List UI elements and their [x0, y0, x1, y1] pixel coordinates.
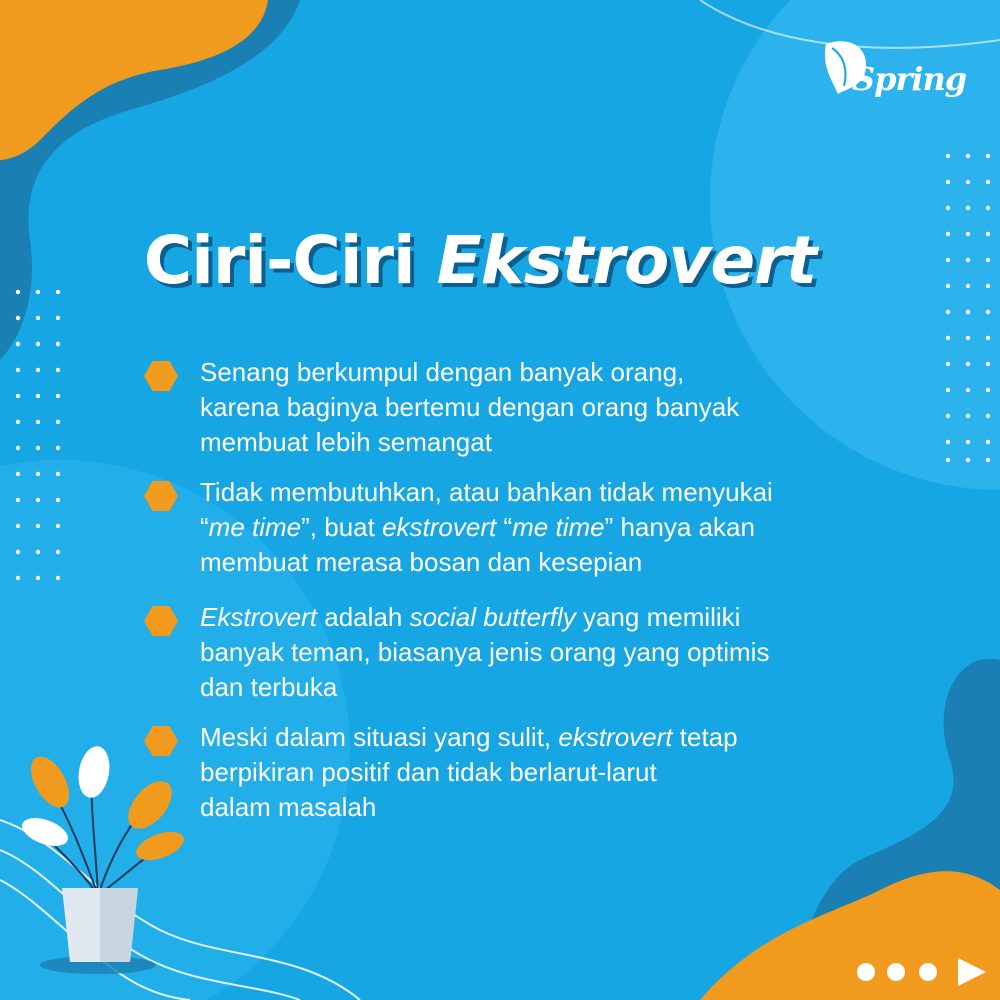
text-segment: “ [200, 512, 209, 542]
text-segment: berpikiran positif dan tidak berlarut-larut [200, 757, 657, 787]
bullet-line [200, 635, 860, 670]
bullet-text [200, 475, 860, 580]
text-segment: karena baginya bertemu dengan orang banyak [200, 392, 740, 422]
pagination-dot-1 [857, 963, 875, 981]
page-title [0, 222, 960, 299]
bullet-line [200, 425, 860, 460]
text-segment: adalah [317, 602, 410, 632]
text-segment: banyak teman, biasanya jenis orang yang optimis [200, 637, 770, 667]
pagination-nav[interactable] [852, 952, 992, 992]
italic-segment: ekstrovert [382, 512, 497, 542]
italic-segment: social butterfly [409, 602, 576, 632]
text-segment: tetap [672, 722, 738, 752]
bullet-line [200, 755, 860, 790]
bullet-text [200, 355, 860, 460]
text-segment: Meski dalam situasi yang sulit, [200, 722, 559, 752]
text-segment: dalam masalah [200, 792, 377, 822]
bullet-line [200, 355, 860, 390]
next-arrow-icon[interactable] [958, 958, 986, 986]
bullet-line [200, 670, 860, 705]
italic-segment: Ekstrovert [200, 602, 318, 632]
bullet-line [200, 545, 860, 580]
text-segment: ”, buat [301, 512, 383, 542]
brand-logo-text: Spring [852, 60, 967, 98]
bullet-line [200, 390, 860, 425]
text-segment: yang memiliki [575, 602, 741, 632]
text-segment: membuat merasa bosan dan kesepian [200, 547, 643, 577]
bullet-line [200, 510, 860, 545]
hexagon-bullet-icon [144, 361, 178, 391]
italic-segment: me time [208, 512, 302, 542]
bullet-line [200, 720, 860, 755]
text-segment: Senang berkumpul dengan banyak orang, [200, 357, 685, 387]
italic-segment: ekstrovert [558, 722, 673, 752]
pagination-dot-3 [919, 963, 937, 981]
bullet-text [200, 600, 860, 705]
bullet-line [200, 600, 860, 635]
bullet-text [200, 720, 860, 825]
title-italic: Ekstrovert [436, 222, 817, 299]
bullet-line [200, 790, 860, 825]
hexagon-bullet-icon [144, 481, 178, 511]
text-segment: ” hanya akan [604, 512, 755, 542]
bullet-line [200, 475, 860, 510]
text-segment: dan terbuka [200, 672, 338, 702]
text-segment: “ [496, 512, 513, 542]
italic-segment: me time [512, 512, 605, 542]
title-normal: Ciri-Ciri [143, 222, 437, 299]
pagination-dot-2 [887, 963, 905, 981]
hexagon-bullet-icon [144, 606, 178, 636]
text-segment: Tidak membutuhkan, atau bahkan tidak menyukai [200, 477, 773, 507]
hexagon-bullet-icon [144, 726, 178, 756]
text-segment: membuat lebih semangat [200, 427, 492, 457]
